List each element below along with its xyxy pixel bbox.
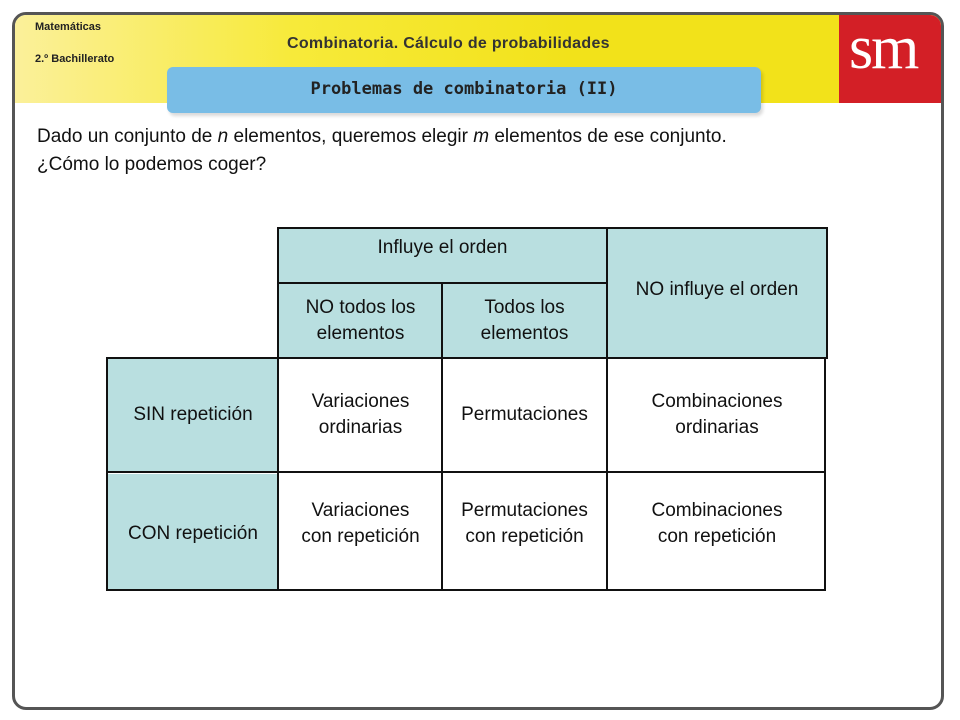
header-no-todos [279,284,442,357]
intro-text [37,123,927,179]
comb-rep-line2: con repetición [657,525,777,547]
intro-part2: elementos, queremos elegir [228,126,474,147]
table-rule [277,227,279,591]
cell-permutaciones [443,359,606,471]
table-rule [441,282,443,591]
todos-line2: elementos [480,322,569,344]
header-todos [443,284,606,357]
header-influye-orden [279,229,606,283]
table-rule [106,357,108,591]
intro-question: ¿Cómo lo podemos coger? [37,154,267,175]
subject-label: Matemáticas [35,21,102,33]
course-label: 2.º Bachillerato [35,53,115,65]
cell-variaciones-ordinarias [279,359,442,471]
var-rep-line2: con repetición [301,525,420,547]
sin-repeticion-label: SIN repetición [133,404,253,425]
intro-m: m [473,126,490,147]
perm-rep-line2: con repetición [465,525,584,547]
sm-logo [839,15,941,103]
cell-variaciones-con-repeticion [279,474,442,589]
todos-line1: Todos los [484,296,565,318]
table-rule [824,357,826,591]
cell-combinaciones-con-repeticion [608,474,826,589]
cell-permutaciones-con-repeticion [443,474,606,589]
logo-text: sm [849,14,918,82]
intro-part3: elementos de ese conjunto. [489,126,727,147]
comb-ord-line2: ordinarias [675,417,759,438]
no-todos-line2: elementos [316,322,405,344]
no-influye-orden-label: NO influye el orden [635,279,799,300]
no-todos-line1: NO todos los [305,296,416,318]
perm-rep-line1: Permutaciones [461,499,588,521]
cell-combinaciones-ordinarias [608,359,826,471]
intro-n: n [217,126,229,147]
var-ord-line2: ordinarias [318,417,403,438]
var-rep-line1: Variaciones [311,499,410,521]
intro-part1: Dado un conjunto de [37,126,218,147]
page-title: Combinatoria. Cálculo de probabilidades [287,35,610,52]
table-rule [277,227,828,229]
influye-orden-label: Influye el orden [377,237,508,258]
table-rule [106,589,826,591]
row-con-repeticion [108,474,278,589]
comb-ord-line1: Combinaciones [651,391,783,412]
row-sin-repeticion [108,359,278,471]
subtitle-text: Problemas de combinatoria (II) [310,79,618,99]
var-ord-line1: Variaciones [311,391,410,412]
con-repeticion-label: CON repetición [128,522,258,544]
header-no-influye-orden [608,229,826,357]
table-rule [106,357,828,359]
comb-rep-line1: Combinaciones [651,499,783,521]
subtitle-banner [167,67,761,113]
table-rule [106,471,826,473]
permutaciones-label: Permutaciones [461,404,588,425]
table-rule [826,227,828,359]
